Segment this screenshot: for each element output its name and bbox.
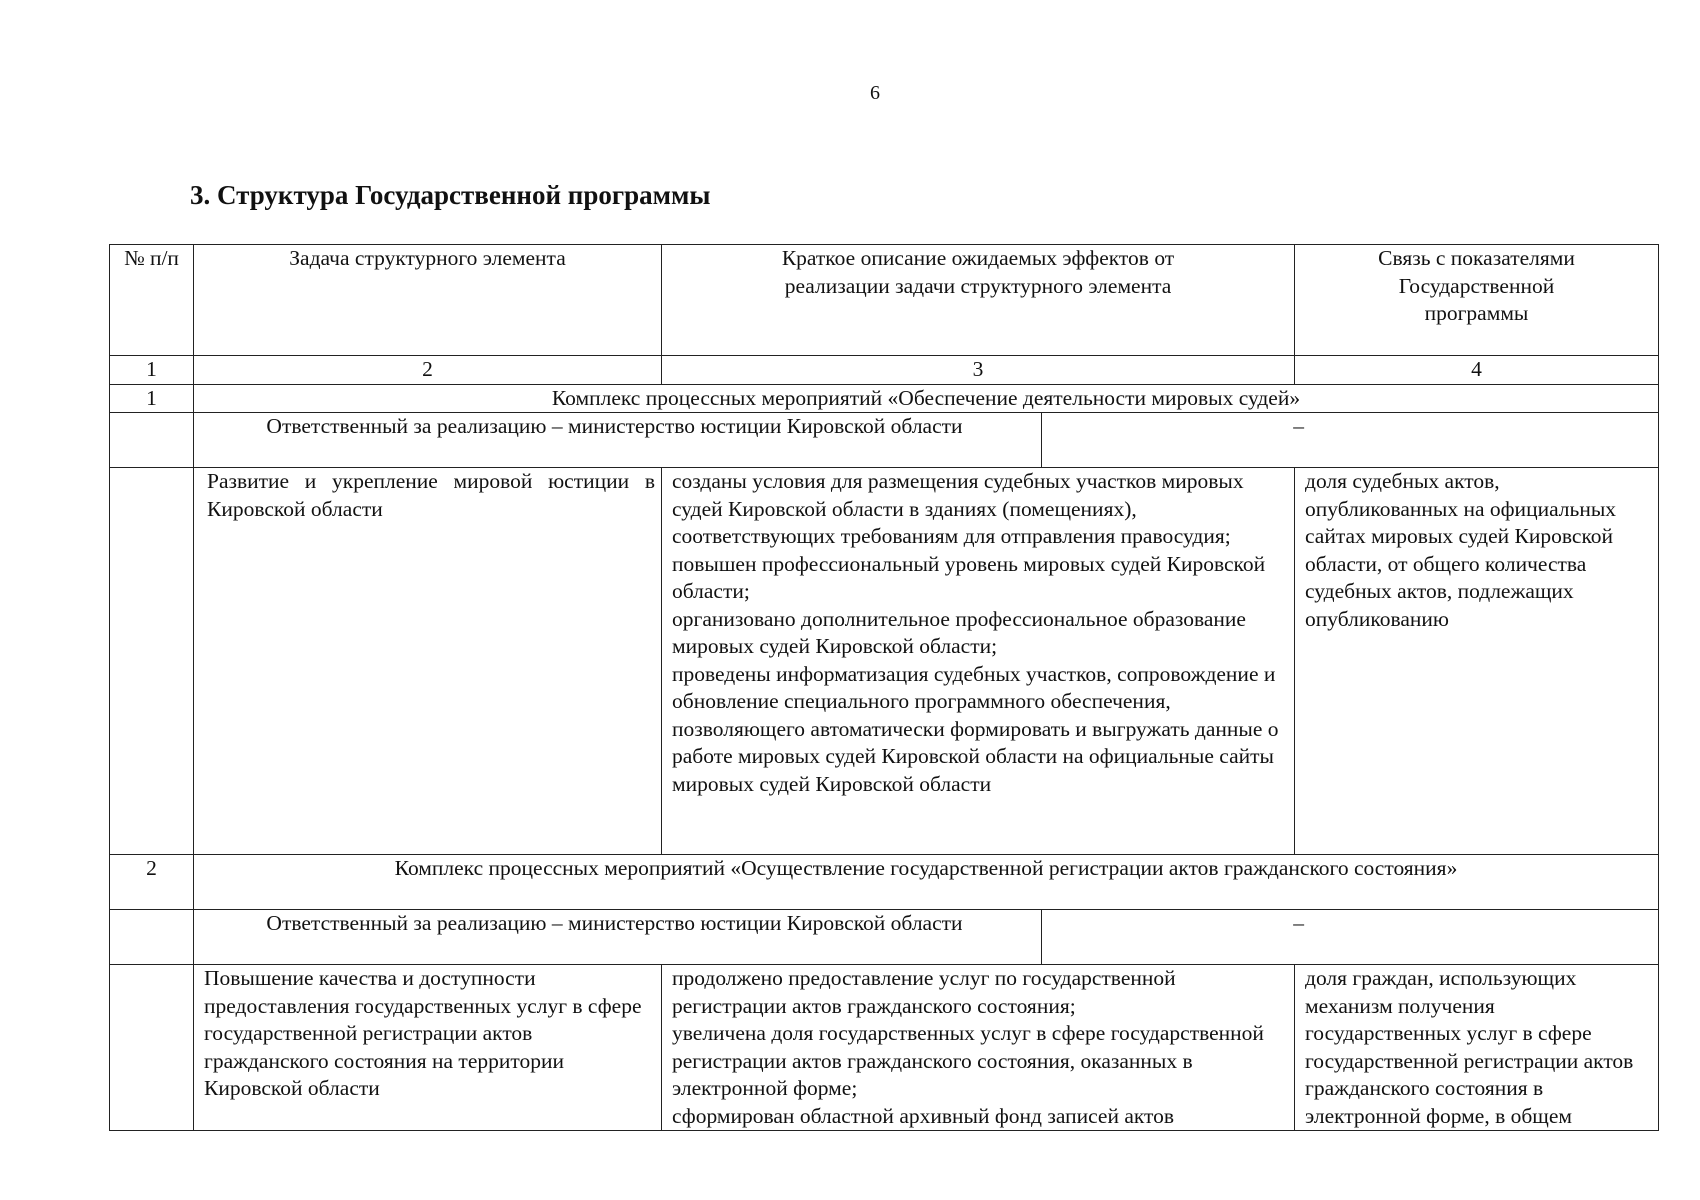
- responsible-cell: [194, 910, 1659, 965]
- structure-table: [109, 244, 1659, 1131]
- task-cell: Повышение качества и доступности предоставления государственных услуг в сфере государственной регистрации актов гражданского состояния на территории Кировской области: [194, 965, 662, 1131]
- column-number: 4: [1295, 356, 1659, 385]
- link-cell: доля судебных актов, опубликованных на официальных сайтах мировых судей Кировской области, от общего количества судебных актов, подлежащих опубликованию: [1295, 468, 1659, 855]
- header-effects: Краткое описание ожидаемых эффектов от реализации задачи структурного элемента: [662, 245, 1295, 356]
- responsible-row: [110, 910, 1659, 965]
- responsible-cell: [194, 413, 1659, 468]
- column-number: 3: [662, 356, 1295, 385]
- task-row: [110, 468, 1659, 855]
- responsible-dash: –: [1293, 911, 1304, 935]
- empty-cell: [110, 965, 194, 1131]
- empty-cell: [110, 468, 194, 855]
- responsible-row: [110, 413, 1659, 468]
- header-num: № п/п: [110, 245, 194, 356]
- header-task: Задача структурного элемента: [194, 245, 662, 356]
- empty-cell: [110, 910, 194, 965]
- section-title-cell: Комплекс процессных мероприятий «Обеспечение деятельности мировых судей»: [194, 384, 1659, 413]
- section-num: 1: [110, 384, 194, 413]
- section-title: 3. Структура Государственной программы: [190, 180, 711, 210]
- responsible-label: Ответственный за реализацию – министерство юстиции Кировской области: [188, 413, 1042, 467]
- section-title-cell: Комплекс процессных мероприятий «Осуществление государственной регистрации актов гражданского состояния»: [194, 855, 1659, 910]
- task-row: [110, 965, 1659, 1131]
- effects-cell: продолжено предоставление услуг по государственной регистрации актов гражданского состояния; увеличена доля государственных услуг в сфере государственной регистрации актов гражданского состояния, оказанных в электронной форме; сформирован областной архивный фонд записей актов: [662, 965, 1295, 1131]
- page-number: 6: [870, 82, 880, 104]
- column-number: 2: [194, 356, 662, 385]
- column-number-row: [110, 356, 1659, 385]
- section-num: 2: [110, 855, 194, 910]
- section-title-row: [110, 855, 1659, 910]
- responsible-dash: –: [1293, 414, 1304, 438]
- task-cell: Развитие и укрепление мировой юстиции в Кировской области: [194, 468, 662, 855]
- empty-cell: [110, 413, 194, 468]
- responsible-label: Ответственный за реализацию – министерство юстиции Кировской области: [188, 910, 1042, 964]
- column-number: 1: [110, 356, 194, 385]
- table-header-row: [110, 245, 1659, 356]
- link-cell: доля граждан, использующих механизм получения государственных услуг в сфере государственной регистрации актов гражданского состояния в электронной форме, в общем: [1295, 965, 1659, 1131]
- section-title-row: [110, 384, 1659, 413]
- effects-cell: созданы условия для размещения судебных участков мировых судей Кировской области в зданиях (помещениях), соответствующих требованиям для отправления правосудия; повышен профессиональный уровень мировых судей Кировской области; организовано дополнительное профессиональное образование мировых судей Кировской области; проведены информатизация судебных участков, сопровождение и обновление специального программного обеспечения, позволяющего автоматически формировать и выгружать данные о работе мировых судей Кировской области на официальные сайты мировых судей Кировской области: [662, 468, 1295, 855]
- header-link: Связь с показателями Государственной программы: [1295, 245, 1659, 356]
